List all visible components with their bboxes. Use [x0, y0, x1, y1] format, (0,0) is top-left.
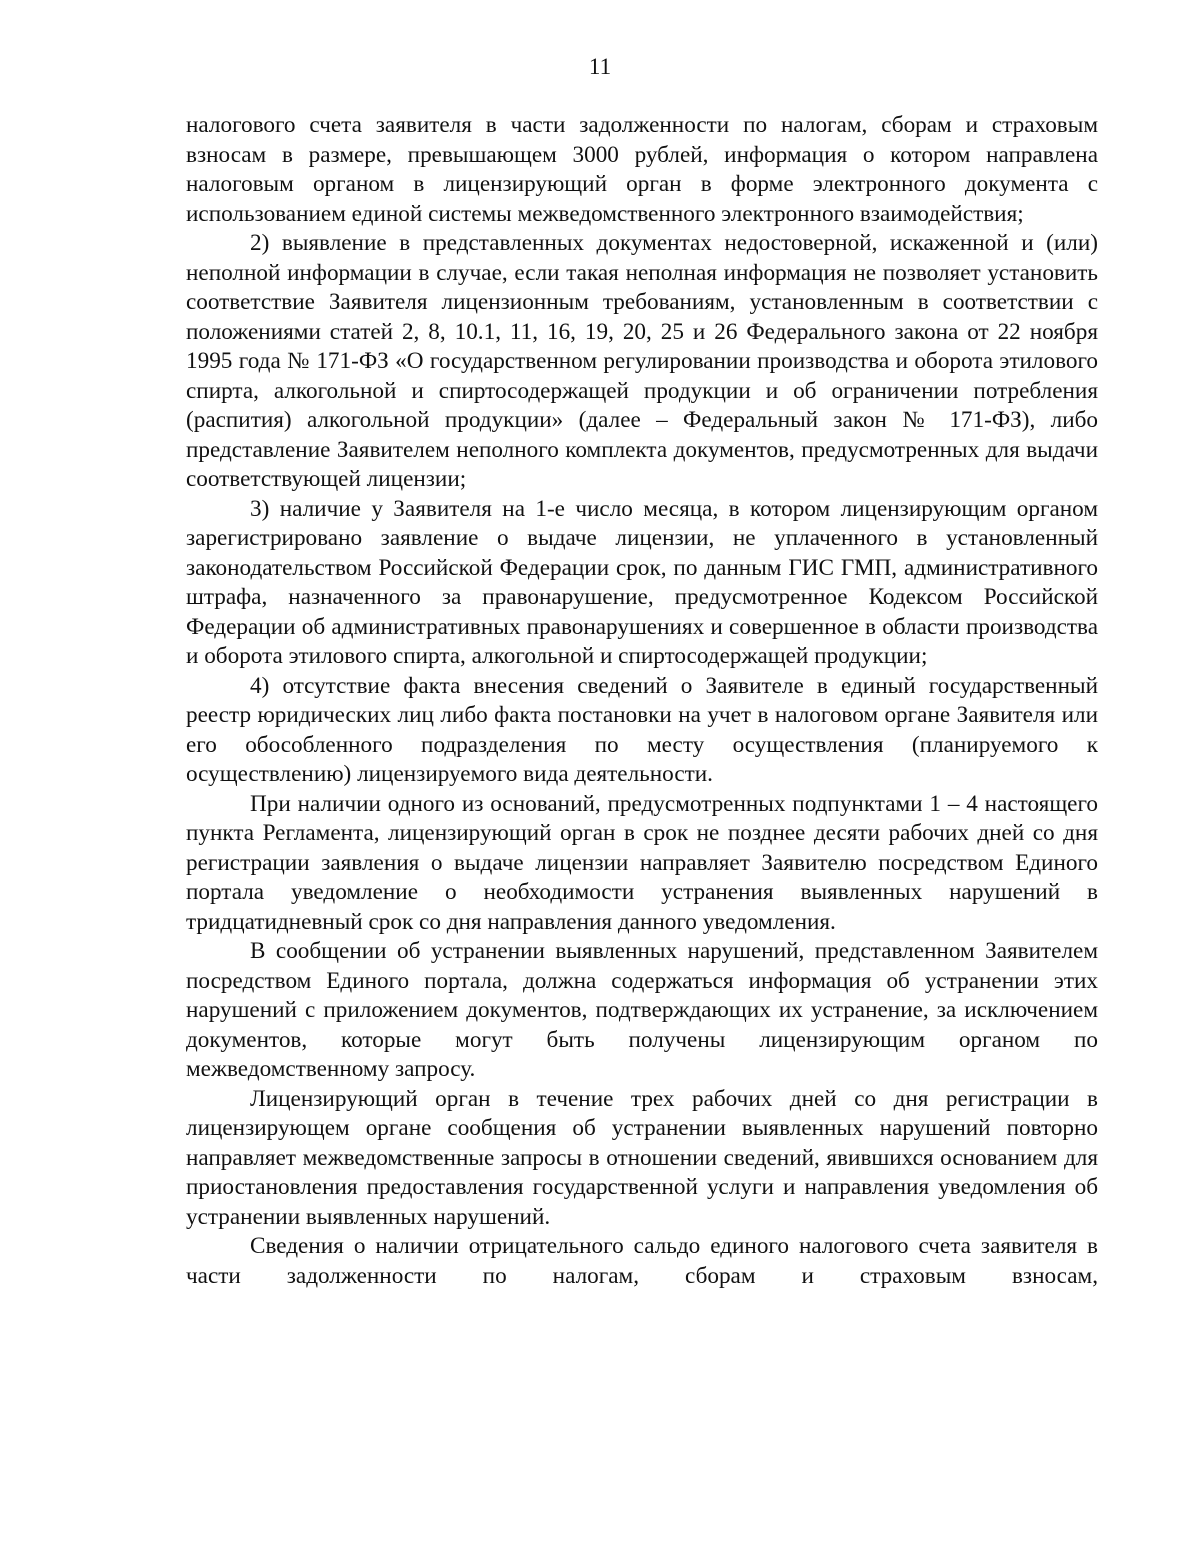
paragraph-negative-balance: Сведения о наличии отрицательного сальдо единого налогового счета заявителя в части задолженности по налогам, сборам и страховым взносам,	[186, 1233, 1098, 1289]
paragraph-item-3: 3) наличие у Заявителя на 1-е число месяца, в котором лицензирующим органом зарегистрировано заявление о выдаче лицензии, не уплаченного в установленный законодательством Российской Федерации срок, по данным ГИС ГМП, административного штрафа, назначенного за правонарушение, предусмотренное Кодексом Российской Федерации об административных правонарушениях и совершенное в области производства и оборота этилового спирта, алкогольной и спиртосодержащей продукции;	[186, 495, 1098, 669]
document-body	[186, 111, 1098, 1291]
paragraph-item-2: 2) выявление в представленных документах недостоверной, искаженной и (или) неполной информации в случае, если такая неполная информация не позволяет установить соответствие Заявителя лицензионным требованиям, установленным в соответствии с положениями статей 2, 8, 10.1, 11, 16, 19, 20, 25 и 26 Федерального закона от 22 ноября 1995 года № 171-ФЗ «О государственном регулировании производства и оборота этилового спирта, алкогольной и спиртосодержащей продукции и об ограничении потребления (распития) алкогольной продукции» (далее – Федеральный закон № 171-ФЗ), либо представление Заявителем неполного комплекта документов, предусмотренных для выдачи соответствующей лицензии;	[186, 230, 1098, 492]
paragraph-repeat-requests: Лицензирующий орган в течение трех рабочих дней со дня регистрации в лицензирующем органе сообщения об устранении выявленных нарушений повторно направляет межведомственные запросы в отношении сведений, явившихся основанием для приостановления предоставления государственной услуги и направления уведомления об устранении выявленных нарушений.	[186, 1085, 1098, 1230]
page-number: 11	[588, 54, 612, 79]
paragraph-grounds-notice: При наличии одного из оснований, предусмотренных подпунктами 1 – 4 настоящего пункта Регламента, лицензирующий орган в срок не позднее десяти рабочих дней со дня регистрации заявления о выдаче лицензии направляет Заявителю посредством Единого портала уведомление о необходимости устранения выявленных нарушений в тридцатидневный срок со дня направления данного уведомления.	[186, 790, 1098, 935]
paragraph-continuation: налогового счета заявителя в части задолженности по налогам, сборам и страховым взносам в размере, превышающем 3000 рублей, информация о котором направлена налоговым органом в лицензирующий орган в форме электронного документа с использованием единой системы межведомственного электронного взаимодействия;	[186, 112, 1098, 227]
paragraph-elimination-message: В сообщении об устранении выявленных нарушений, представленном Заявителем посредством Единого портала, должна содержаться информация об устранении этих нарушений с приложением документов, подтверждающих их устранение, за исключением документов, которые могут быть получены лицензирующим органом по межведомственному запросу.	[186, 938, 1098, 1082]
paragraph-item-4: 4) отсутствие факта внесения сведений о Заявителе в единый государственный реестр юридических лиц либо факта постановки на учет в налоговом органе Заявителя или его обособленного подразделения по месту осуществления (планируемого к осуществлению) лицензируемого вида деятельности.	[186, 672, 1098, 787]
